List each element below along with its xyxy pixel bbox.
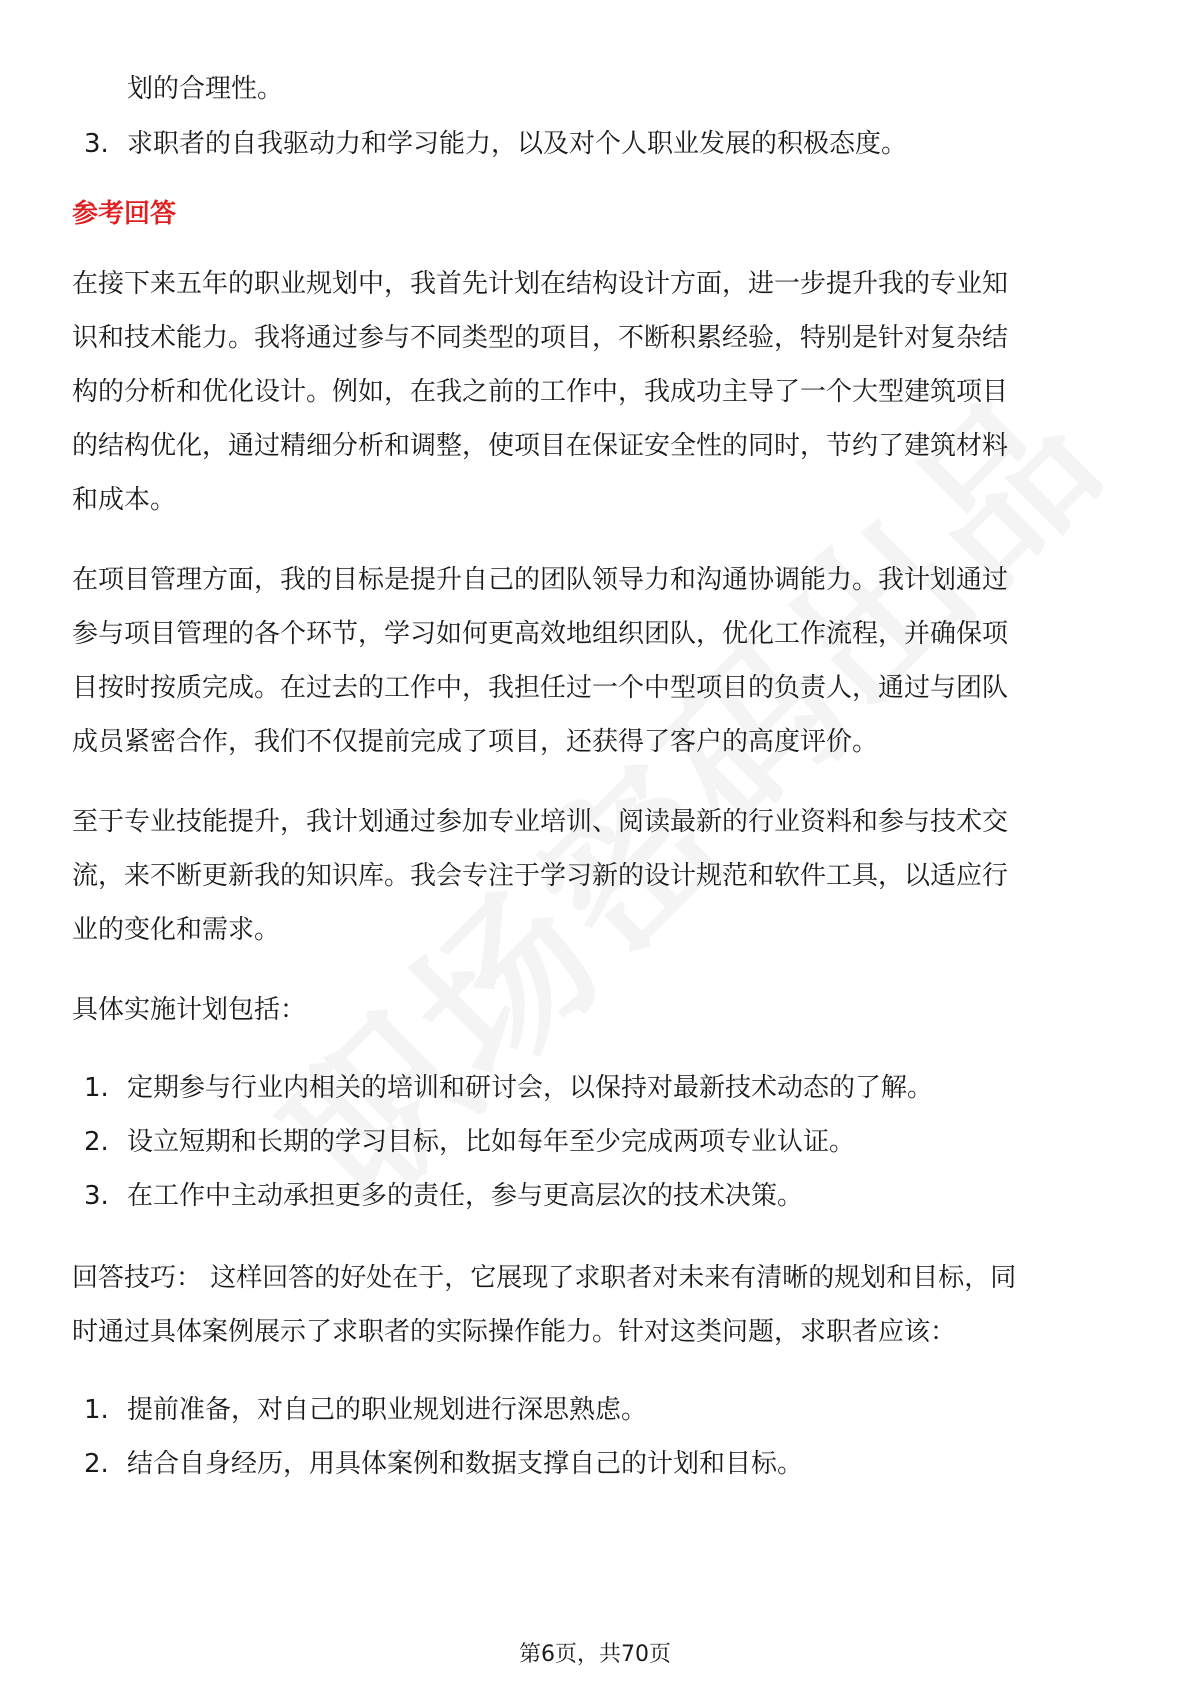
list-item: 在工作中主动承担更多的责任，参与更高层次的技术决策。 bbox=[127, 1181, 804, 1211]
paragraph-line: 在接下来五年的职业规划中，我首先计划在结构设计方面，进一步提升我的专业知 bbox=[72, 269, 1009, 299]
paragraph-line: 识和技术能力。我将通过参与不同类型的项目，不断积累经验，特别是针对复杂结 bbox=[72, 323, 1009, 353]
page-footer: 第6页，共70页 bbox=[519, 1642, 671, 1667]
list-item: 定期参与行业内相关的培训和研讨会，以保持对最新技术动态的了解。 bbox=[127, 1073, 934, 1103]
list-item-number: 1. bbox=[84, 1395, 109, 1425]
paragraph-line: 目按时按质完成。在过去的工作中，我担任过一个中型项目的负责人，通过与团队 bbox=[72, 673, 1009, 703]
list-item: 设立短期和长期的学习目标，比如每年至少完成两项专业认证。 bbox=[127, 1127, 856, 1157]
list-item: 提前准备，对自己的职业规划进行深思熟虑。 bbox=[127, 1395, 648, 1425]
paragraph-line: 成员紧密合作，我们不仅提前完成了项目，还获得了客户的高度评价。 bbox=[72, 727, 879, 757]
list-item-continuation: 划的合理性。 bbox=[127, 74, 284, 104]
paragraph-line: 构的分析和优化设计。例如，在我之前的工作中，我成功主导了一个大型建筑项目 bbox=[72, 377, 1009, 407]
paragraph-line: 具体实施计划包括： bbox=[72, 995, 307, 1025]
list-item-number: 3. bbox=[84, 129, 109, 159]
paragraph-line: 的结构优化，通过精细分析和调整，使项目在保证安全性的同时，节约了建筑材料 bbox=[72, 431, 1009, 461]
paragraph-line: 至于专业技能提升，我计划通过参加专业培训、阅读最新的行业资料和参与技术交 bbox=[72, 807, 1009, 837]
list-item: 结合自身经历，用具体案例和数据支撑自己的计划和目标。 bbox=[127, 1449, 804, 1479]
section-title: 参考回答 bbox=[72, 199, 177, 229]
paragraph-line: 在项目管理方面，我的目标是提升自己的团队领导力和沟通协调能力。我计划通过 bbox=[72, 565, 1009, 595]
paragraph-line: 业的变化和需求。 bbox=[72, 915, 281, 945]
list-item-number: 1. bbox=[84, 1073, 109, 1103]
paragraph-line: 和成本。 bbox=[72, 485, 177, 515]
paragraph-line: 流，来不断更新我的知识库。我会专注于学习新的设计规范和软件工具，以适应行 bbox=[72, 861, 1009, 891]
list-item: 求职者的自我驱动力和学习能力，以及对个人职业发展的积极态度。 bbox=[127, 129, 908, 159]
paragraph-line: 参与项目管理的各个环节，学习如何更高效地组织团队，优化工作流程，并确保项 bbox=[72, 619, 1009, 649]
list-item-number: 3. bbox=[84, 1181, 109, 1211]
list-item-number: 2. bbox=[84, 1127, 109, 1157]
list-item-number: 2. bbox=[84, 1449, 109, 1479]
paragraph-line: 时通过具体案例展示了求职者的实际操作能力。针对这类问题，求职者应该： bbox=[72, 1317, 957, 1347]
paragraph-line: 回答技巧： 这样回答的好处在于，它展现了求职者对未来有清晰的规划和目标，同 bbox=[72, 1263, 1017, 1293]
